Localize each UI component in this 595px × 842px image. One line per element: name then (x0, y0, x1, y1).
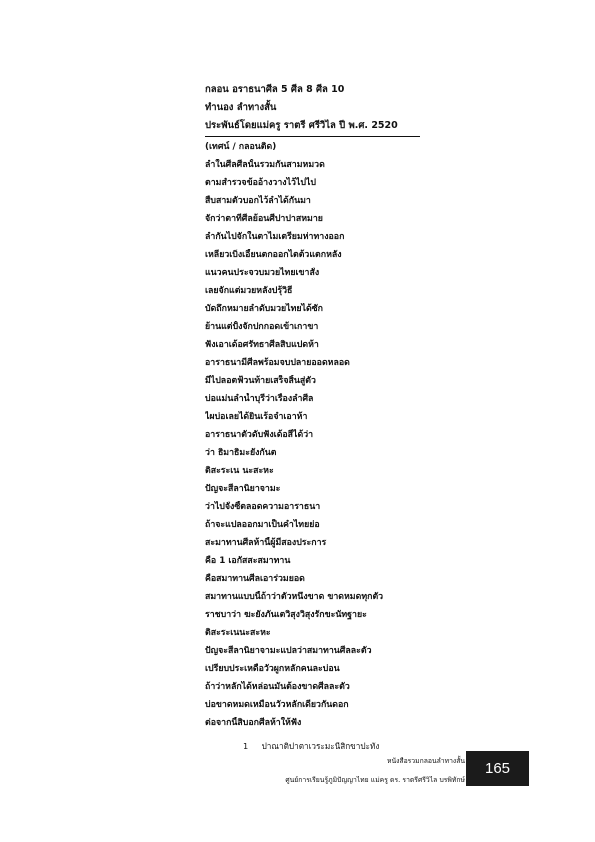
poem-line: เลยจักแต่มวยหลังปรุ้วิธี (205, 286, 293, 296)
poem-line: ว่าไปจั่งซี้ตลอดความอาราธนา (205, 502, 321, 512)
poem-body (205, 141, 445, 735)
poem-line: สะมาทานศีลห้านี้ผู้มีสองประการ (205, 538, 327, 548)
poem-line: คือ 1 เอกัสสะสมาทาน (205, 556, 291, 566)
poem-line: ปัญจะสีลานิยาจามะแปลว่าสมาทานศีลละตัว (205, 646, 372, 656)
institution-name: ศูนย์การเรียนรู้ภูมิปัญญาไทย แม่ครู ดร. ราตรีศรีวิไล บรพิทักษ์ (285, 776, 465, 784)
poem-credit: ประพันธ์โดยแม่ครู ราตรี ศรีวิไล ปี พ.ศ. 2520 (205, 119, 420, 137)
poem-line: จักว่าตาทีศีลย้อนศีปาปาสหมาย (205, 214, 323, 224)
poem-line: แนวคนประจวบมวยไทยเขาสั่ง (205, 268, 320, 278)
poem-line: ติสะระเนนะสะหะ (205, 628, 271, 638)
poem-line: สมาทานแบบนี้ถ้าว่าตัวหนึ่งขาด ขาดหมดทุกตัว (205, 592, 384, 602)
poem-line: (เทศน์ / กลอนติด) (205, 142, 277, 152)
poem-melody: ทำนอง ลำทางสั้น (205, 102, 277, 113)
poem-line: เปรียบประเหดือวัวผูกหลักคนละบ่อน (205, 664, 340, 674)
poem-line: บ่อแม่นลำน้ำบุรีว่าเรื่องลำศีล (205, 394, 314, 404)
poem-line: ฟังเอาเด้อศรัทธาศีลสิบแปดห้า (205, 340, 319, 350)
poem-line: ติสะระเน นะสะหะ (205, 466, 274, 476)
poem-line: ถ้าจะแปลออกมาเป็นคำไทยย่อ (205, 520, 320, 530)
page-number: 165 (466, 751, 529, 786)
poem-line: ปัญจะสีลานิยาจามะ (205, 484, 281, 494)
poem-line: ถ้าว่าหลักได้หล่อนมันต้องขาดศีลละตัว (205, 682, 350, 692)
poem-line: บัดถึกหมายลำดับมวยไทยได้ซัก (205, 304, 323, 314)
poem-line: ลำในศีลศีลนั้นรวมกันสามหมวด (205, 160, 325, 170)
poem-line: บ่อขาดหมดเหมือนวัวหลักเดียวกันดอก (205, 700, 349, 710)
poem-line: ย้านแต่ปั้งจักปกกอดเข้าเกาขา (205, 322, 319, 332)
footnote (243, 740, 379, 753)
footnote-number: 1 (243, 741, 249, 751)
footnote-text: ปาณาติปาตาเวระมะนีสิกขาปะทัง (261, 741, 380, 751)
poem-line: คือสมาทานศีลเอาร่วมยอด (205, 574, 305, 584)
poem-line: ราชบาว่า ฆะยังภันเตวิสุงวิสุงรักขะนัทฐายะ (205, 610, 367, 620)
poem-line: สืบสามตัวบอกไว้ลำได้กันมา (205, 196, 311, 206)
poem-header (205, 83, 420, 137)
poem-line: ไผบ่อเลยได้ยินเร้อจำเอาห้า (205, 412, 308, 422)
poem-line: ลำกันไปจักในตาไมเตรียมห่าทางออก (205, 232, 345, 242)
poem-line: มีไปลอตฟ้วนท้ายเสร็จสิ้นสู่ตัว (205, 376, 316, 386)
poem-line: อาราธนาตัวดับฟังเด้อสีได้ว่า (205, 430, 314, 440)
poem-line: เหลียวเบิ่งเอี้ยนตกออกไตต้วแตกหลัง (205, 250, 342, 260)
poem-line: ต่อจากนี้สิบอกศีลห้าให้ฟัง (205, 718, 302, 728)
page-footer (260, 756, 465, 786)
poem-line: อาราธนามีศีลพร้อมจบปลายออดหลอด (205, 358, 350, 368)
book-title: หนังสือรวมกลอนลำทางสั้น (386, 757, 465, 765)
poem-line: ตามสำรวจข้ออ้างวางไว้ไปไป (205, 178, 316, 188)
poem-title: กลอน อราธนาศีล 5 ศีล 8 ศีล 10 (205, 84, 345, 95)
poem-line: ว่า ธิมาธิมะยังกันต (205, 448, 277, 458)
